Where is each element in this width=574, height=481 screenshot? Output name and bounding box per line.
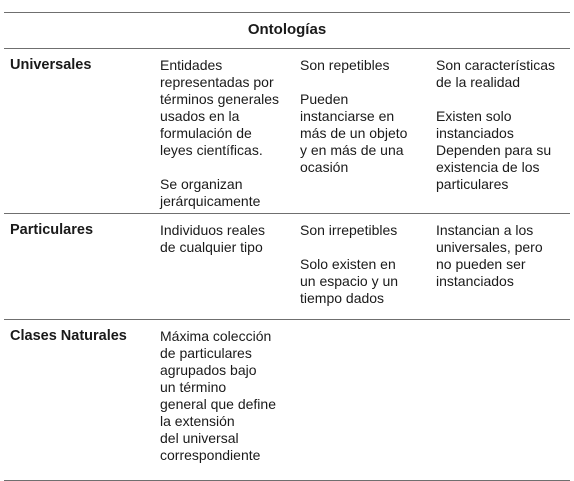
table-row-particulares	[4, 214, 570, 320]
ontologias-table	[4, 0, 570, 481]
cell-paragraph: Solo existen en un espacio y un tiempo dados	[300, 256, 399, 306]
cell-paragraph: Pueden instanciarse en más de un objeto y en más de una ocasión	[300, 91, 408, 175]
cell-paragraph: Entidades representadas por términos generales usados en la formulación de leyes científicas.	[160, 57, 280, 158]
table-title-row	[4, 12, 570, 49]
cell-clases-naturales-col1	[160, 328, 292, 464]
cell-universales-col3	[436, 57, 566, 193]
table-row-clases-naturales	[4, 320, 570, 481]
row-header-clases-naturales: Clases Naturales	[10, 328, 127, 344]
cell-paragraph: Máxima colección de particulares agrupados bajo un término general que define la extensión del universal correspondiente	[160, 328, 276, 463]
cell-universales-col1	[160, 57, 292, 210]
cell-paragraph: Se organizan jerárquicamente	[160, 176, 261, 209]
cell-particulares-col1	[160, 222, 292, 256]
cell-paragraph: Existen solo instanciados	[436, 108, 514, 141]
cell-particulares-col2	[300, 222, 430, 307]
cell-paragraph: Instancian a los universales, pero no pueden ser instanciados	[436, 222, 543, 289]
cell-paragraph: Individuos reales de cualquier tipo	[160, 222, 266, 255]
cell-particulares-col3	[436, 222, 566, 290]
cell-paragraph: Son características de la realidad	[436, 57, 556, 90]
cell-universales-col2	[300, 57, 430, 176]
table-title: Ontologías	[247, 21, 327, 38]
row-header-universales: Universales	[10, 57, 92, 73]
row-header-particulares: Particulares	[10, 222, 94, 238]
cell-paragraph: Son repetibles	[300, 57, 390, 73]
cell-paragraph: Son irrepetibles	[300, 222, 398, 238]
cell-paragraph: Dependen para su existencia de los particulares	[436, 142, 552, 192]
table-row-universales	[4, 49, 570, 214]
